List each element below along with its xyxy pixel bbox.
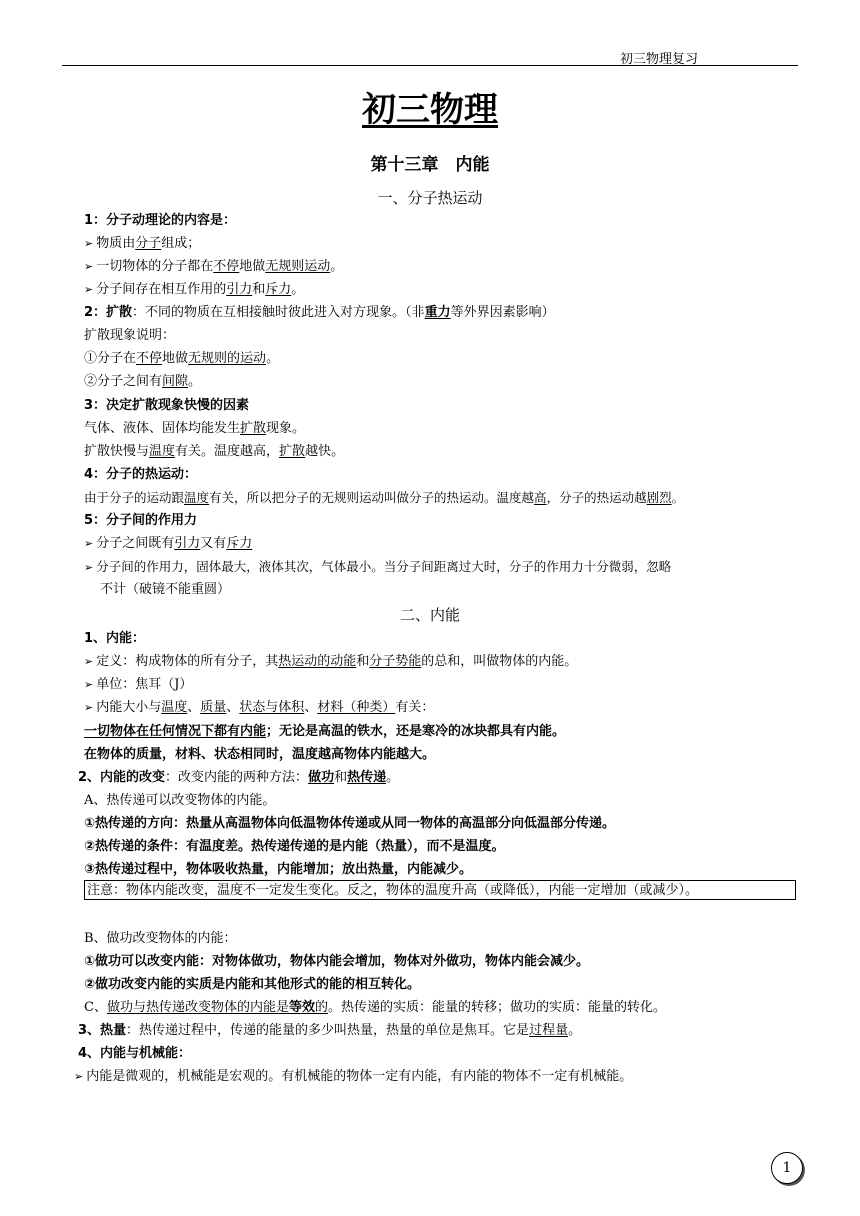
text-line: C、做功与热传递改变物体的内能是等效的。热传递的实质：能量的转移；做功的实质：能量的转化。 — [84, 1000, 667, 1015]
arrow-bullet-icon: ➢ — [84, 561, 94, 574]
header-rule — [62, 65, 798, 66]
text-line: 2、内能的改变：改变内能的两种方法：做功和热传递。 — [78, 770, 400, 785]
bullet-line: ➢ 分子间存在相互作用的引力和斥力。 — [84, 282, 305, 297]
text-line: B、做功改变物体的内能： — [84, 931, 237, 946]
bullet-line: ➢ 物质由分子组成； — [84, 236, 201, 251]
arrow-bullet-icon: ➢ — [84, 260, 94, 273]
arrow-bullet-icon: ➢ — [84, 237, 94, 250]
arrow-bullet-icon: ➢ — [84, 701, 94, 714]
page-number: 1 — [771, 1152, 803, 1184]
document-title: 初三物理 — [362, 90, 498, 130]
text-line: ①做功可以改变内能：对物体做功，物体内能会增加，物体对外做功，物体内能会减少。 — [84, 954, 590, 969]
note-box: 注意：物体内能改变，温度不一定发生变化。反之，物体的温度升高（或降低），内能一定增加（或减少）。 — [84, 880, 796, 900]
text-line: ③热传递过程中，物体吸收热量，内能增加；放出热量，内能减少。 — [84, 862, 473, 877]
heading-9: 4、内能与机械能： — [78, 1046, 192, 1061]
text-line: ②分子之间有间隙。 — [84, 374, 202, 389]
heading-4: 4：分子的热运动： — [84, 467, 198, 482]
arrow-bullet-icon: ➢ — [84, 678, 94, 691]
arrow-bullet-icon: ➢ — [84, 537, 94, 550]
heading-1: 1：分子动理论的内容是： — [84, 213, 237, 228]
text-line: ①分子在不停地做无规则的运动。 — [84, 351, 280, 366]
text-line: ①热传递的方向：热量从高温物体向低温物体传递或从同一物体的高温部分向低温部分传递。 — [84, 816, 616, 831]
bullet-line: ➢ 一切物体的分子都在不停地做无规则运动。 — [84, 259, 344, 274]
text-line: 2：扩散：不同的物质在互相接触时彼此进入对方现象。（非重力等外界因素影响） — [84, 305, 555, 320]
text-line: 由于分子的运动跟温度有关，所以把分子的无规则运动叫做分子的热运动。温度越高，分子的热运动越剧烈。 — [84, 490, 685, 505]
bullet-line: ➢ 内能是微观的，机械能是宏观的。有机械能的物体一定有内能，有内能的物体不一定有机械能。 — [74, 1069, 633, 1084]
text-line: 不计（破镜不能重圆） — [100, 582, 231, 597]
bullet-line: ➢ 分子间的作用力，固体最大，液体其次，气体最小。当分子间距离过大时，分子的作用力十分微弱，忽略 — [84, 559, 672, 574]
arrow-bullet-icon: ➢ — [84, 283, 94, 296]
heading-6: 1、内能： — [84, 631, 146, 646]
arrow-bullet-icon: ➢ — [84, 655, 94, 668]
text-line: 气体、液体、固体均能发生扩散现象。 — [84, 421, 306, 436]
section-title-1: 一、分子热运动 — [377, 189, 483, 207]
arrow-bullet-icon: ➢ — [74, 1070, 84, 1083]
text-line: 3、热量：热传递过程中，传递的能量的多少叫热量，热量的单位是焦耳。它是过程量。 — [78, 1023, 582, 1038]
bullet-line: ➢ 内能大小与温度、质量、状态与体积、材料（种类）有关： — [84, 700, 435, 715]
text-line: 扩散现象说明： — [84, 328, 176, 343]
running-header: 初三物理复习 — [620, 52, 699, 67]
text-line: ②做功改变内能的实质是内能和其他形式的能的相互转化。 — [84, 977, 421, 992]
bullet-line: ➢ 分子之间既有引力又有斥力 — [84, 536, 253, 551]
text-line: 扩散快慢与温度有关。温度越高，扩散越快。 — [84, 444, 345, 459]
text-line: ②热传递的条件：有温度差。热传递传递的是内能（热量），而不是温度。 — [84, 839, 505, 854]
text-line: A、热传递可以改变物体的内能。 — [84, 793, 276, 808]
heading-5: 5：分子间的作用力 — [84, 513, 198, 528]
text-line: 在物体的质量，材料、状态相同时，温度越高物体内能越大。 — [84, 747, 436, 762]
bullet-line: ➢ 单位：焦耳（J） — [84, 677, 193, 692]
bullet-line: ➢ 定义：构成物体的所有分子，其热运动的动能和分子势能的总和，叫做物体的内能。 — [84, 654, 578, 669]
heading-3: 3：决定扩散现象快慢的因素 — [84, 398, 250, 413]
section-title-2: 二、内能 — [399, 606, 460, 624]
chapter-title: 第十三章 内能 — [370, 155, 490, 175]
text-line: 一切物体在任何情况下都有内能；无论是高温的铁水，还是寒冷的冰块都具有内能。 — [84, 724, 566, 739]
